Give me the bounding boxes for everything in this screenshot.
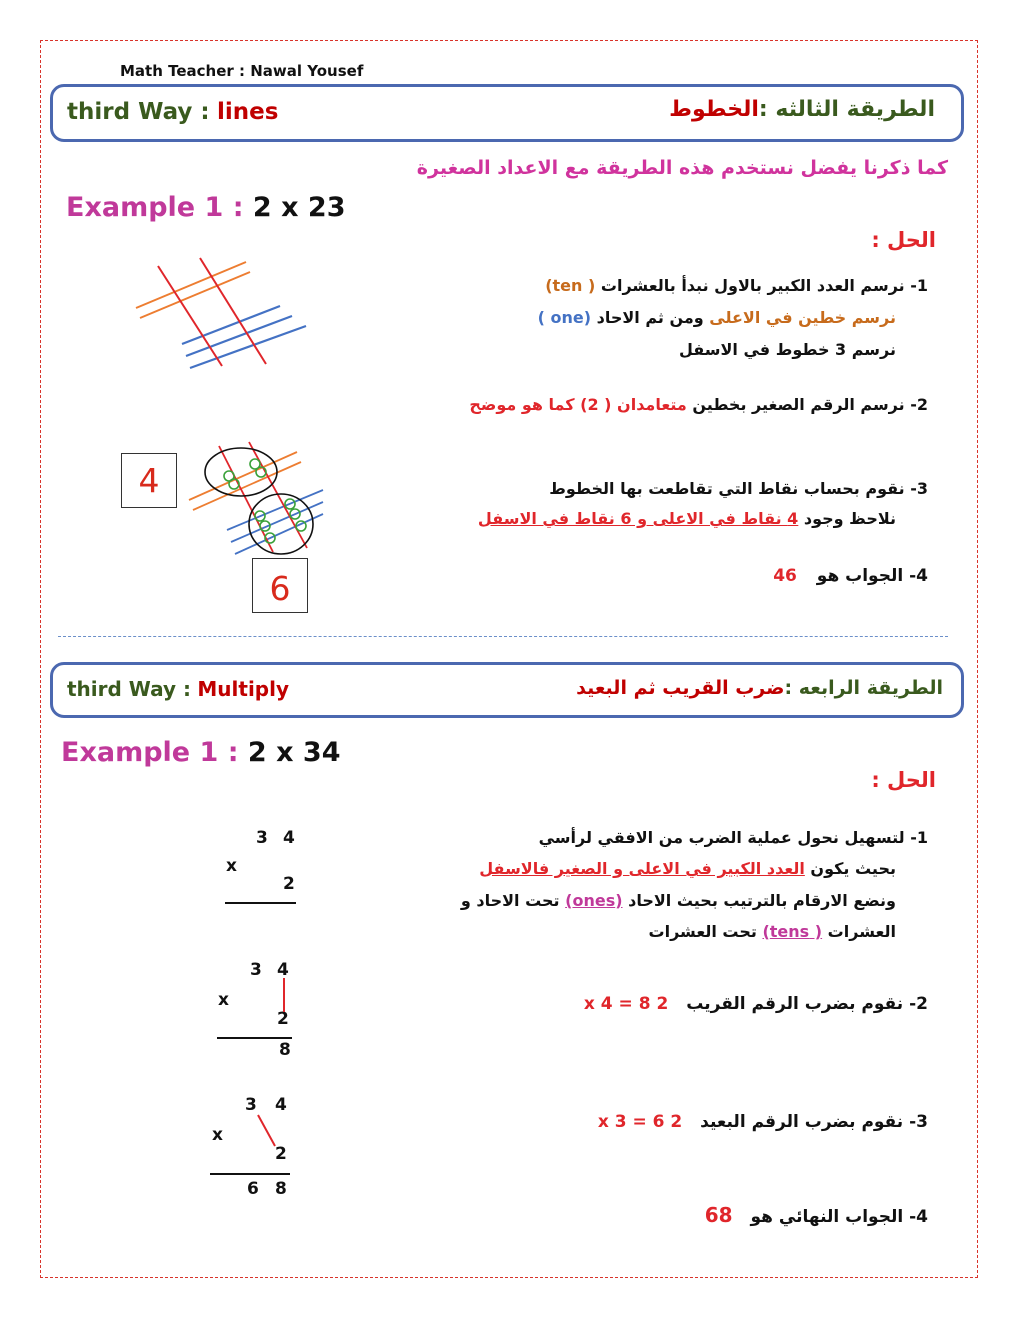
section2-step1-line4	[649, 922, 896, 941]
section2-step1-tens-a: العشرات	[827, 922, 896, 941]
vm3-multiplier: 2	[275, 1144, 287, 1164]
section1-step4-answer: 46	[773, 566, 797, 586]
section2-banner-left	[67, 677, 289, 701]
section2-step2-text: 2- نقوم بضرب الرقم القريب	[686, 994, 928, 1014]
page-border	[40, 40, 978, 1278]
section2-banner-right-name: ضرب القريب ثم البعيد	[576, 677, 785, 699]
vm2-tens: 3	[250, 960, 262, 980]
section2-banner-right	[576, 677, 943, 699]
section2-step1-such-that: بحيث يكون	[810, 859, 896, 878]
section1-banner-left	[67, 99, 278, 125]
section1-example-title	[66, 192, 345, 223]
section2-example-title	[61, 737, 340, 768]
vm3-times: x	[212, 1125, 223, 1145]
section1-example-label: Example 1 :	[66, 192, 244, 223]
section1-step4	[773, 566, 928, 586]
section-separator	[58, 636, 948, 637]
section1-banner-left-name: lines	[216, 99, 279, 125]
vm3-rule	[210, 1173, 290, 1175]
count-box-top: 4	[121, 453, 177, 508]
section1-step1-ten-tag: ( ten)	[545, 276, 596, 295]
section2-step1-order: العدد الكبير في الاعلى و الصغير فالاسفل	[479, 859, 805, 878]
vm3-tens: 3	[245, 1095, 257, 1115]
section1-step1-line1	[545, 276, 928, 295]
section2-step1-tens-b: تحت العشرات	[648, 922, 757, 941]
section1-step3-points: 4 نقاط في الاعلى و 6 نقاط في الاسفل	[477, 509, 799, 528]
section2-step1-place-b: تحت الاحاد و	[460, 891, 560, 910]
section1-note: كما ذكرنا يفضل نستخدم هذه الطريقة مع الاعداد الصغيرة	[416, 157, 948, 179]
section2-banner	[50, 662, 964, 718]
section1-step2	[469, 395, 928, 414]
section2-step1-ones-tag: (ones)	[565, 891, 623, 910]
red-line-1	[158, 266, 222, 366]
section2-step4	[705, 1203, 928, 1227]
section1-banner	[50, 84, 964, 142]
section1-step1-text: 1- نرسم العدد الكبير بالاول نبدأ بالعشرات	[600, 276, 928, 295]
section2-step2-expr: 2 x 4 = 8	[583, 994, 669, 1014]
section1-banner-right-name: الخطوط	[669, 97, 759, 122]
vm2-times: x	[218, 990, 229, 1010]
orange-line-1	[136, 262, 246, 308]
section1-step3-line1: 3- نقوم بحساب نقاط التي تقاطعت بها الخطوط	[549, 479, 928, 498]
vm2-rule	[217, 1037, 292, 1039]
vm1-ones: 4	[283, 828, 295, 848]
section1-step1-line3: نرسم 3 خطوط في الاسفل	[678, 340, 896, 359]
lines-diagram-top	[130, 248, 310, 398]
section1-step1-one-tag: (one )	[537, 308, 592, 327]
section2-step4-text: 4- الجواب النهائي هو	[750, 1207, 928, 1227]
section1-step2-red: متعامدان ( 2) كما هو موضح	[469, 395, 687, 414]
section1-step3-notice: نلاحظ وجود	[803, 509, 896, 528]
section1-step4-text: 4- الجواب هو	[816, 566, 928, 586]
section2-banner-right-prefix: الطريقة الرابعه :	[784, 677, 943, 699]
vm2-result-ones: 8	[279, 1040, 291, 1060]
vm2-ones: 4	[277, 960, 289, 980]
section1-step1-line2	[538, 308, 896, 327]
section2-example-label: Example 1 :	[61, 737, 239, 768]
section1-example-expr: 2 x 23	[252, 192, 346, 223]
red-line-b	[249, 442, 307, 548]
section2-step1-line2	[479, 859, 896, 878]
teacher-name: Math Teacher : Nawal Yousef	[120, 62, 364, 80]
section1-step2-text: 2- نرسم الرقم الصغير بخطين	[692, 395, 928, 414]
section2-step1-place-a: ونضع الارقام بالترتيب بحيث الاحاد	[628, 891, 896, 910]
section1-solution-label: الحل :	[871, 228, 936, 252]
section2-step1-tens-tag: ( tens)	[762, 922, 823, 941]
vm2-near-link	[283, 978, 285, 1012]
vm1-times: x	[226, 856, 237, 876]
section1-banner-right-prefix: الطريقة الثالثه :	[758, 97, 935, 122]
section2-step3	[598, 1112, 928, 1132]
vm2-multiplier: 2	[277, 1009, 289, 1029]
vm3-result-ones: 8	[275, 1179, 287, 1199]
vm3-far-link	[255, 1113, 279, 1149]
section2-banner-left-label: third Way :	[67, 677, 192, 701]
section2-step1-line1: 1- لتسهيل نحول عملية الضرب من الافقي لرأسي	[538, 828, 928, 847]
section2-step1-line3	[461, 891, 896, 910]
vm1-tens: 3	[256, 828, 268, 848]
section1-banner-right	[669, 97, 935, 122]
lines-diagram-counted	[185, 436, 325, 558]
section2-step4-answer: 68	[704, 1203, 733, 1227]
section2-banner-left-name: Multiply	[197, 677, 290, 701]
section2-step3-expr: 2 x 3 = 6	[597, 1112, 683, 1132]
section1-step3-line2	[478, 509, 896, 528]
section1-step1-then-ones: ومن ثم الاحاد	[596, 308, 704, 327]
section2-example-expr: 2 x 34	[247, 737, 341, 768]
vm1-rule	[225, 902, 296, 904]
section1-step1-two-lines: نرسم خطين في الاعلى	[709, 308, 896, 327]
vm3-ones: 4	[275, 1095, 287, 1115]
section2-step3-text: 3- نقوم بضرب الرقم البعيد	[700, 1112, 928, 1132]
section2-solution-label: الحل :	[871, 768, 936, 792]
section2-step2	[584, 994, 928, 1014]
vm3-result-tens: 6	[247, 1179, 259, 1199]
vm1-multiplier: 2	[283, 874, 295, 894]
count-box-bottom: 6	[252, 558, 308, 613]
section1-banner-left-label: third Way :	[67, 99, 210, 125]
